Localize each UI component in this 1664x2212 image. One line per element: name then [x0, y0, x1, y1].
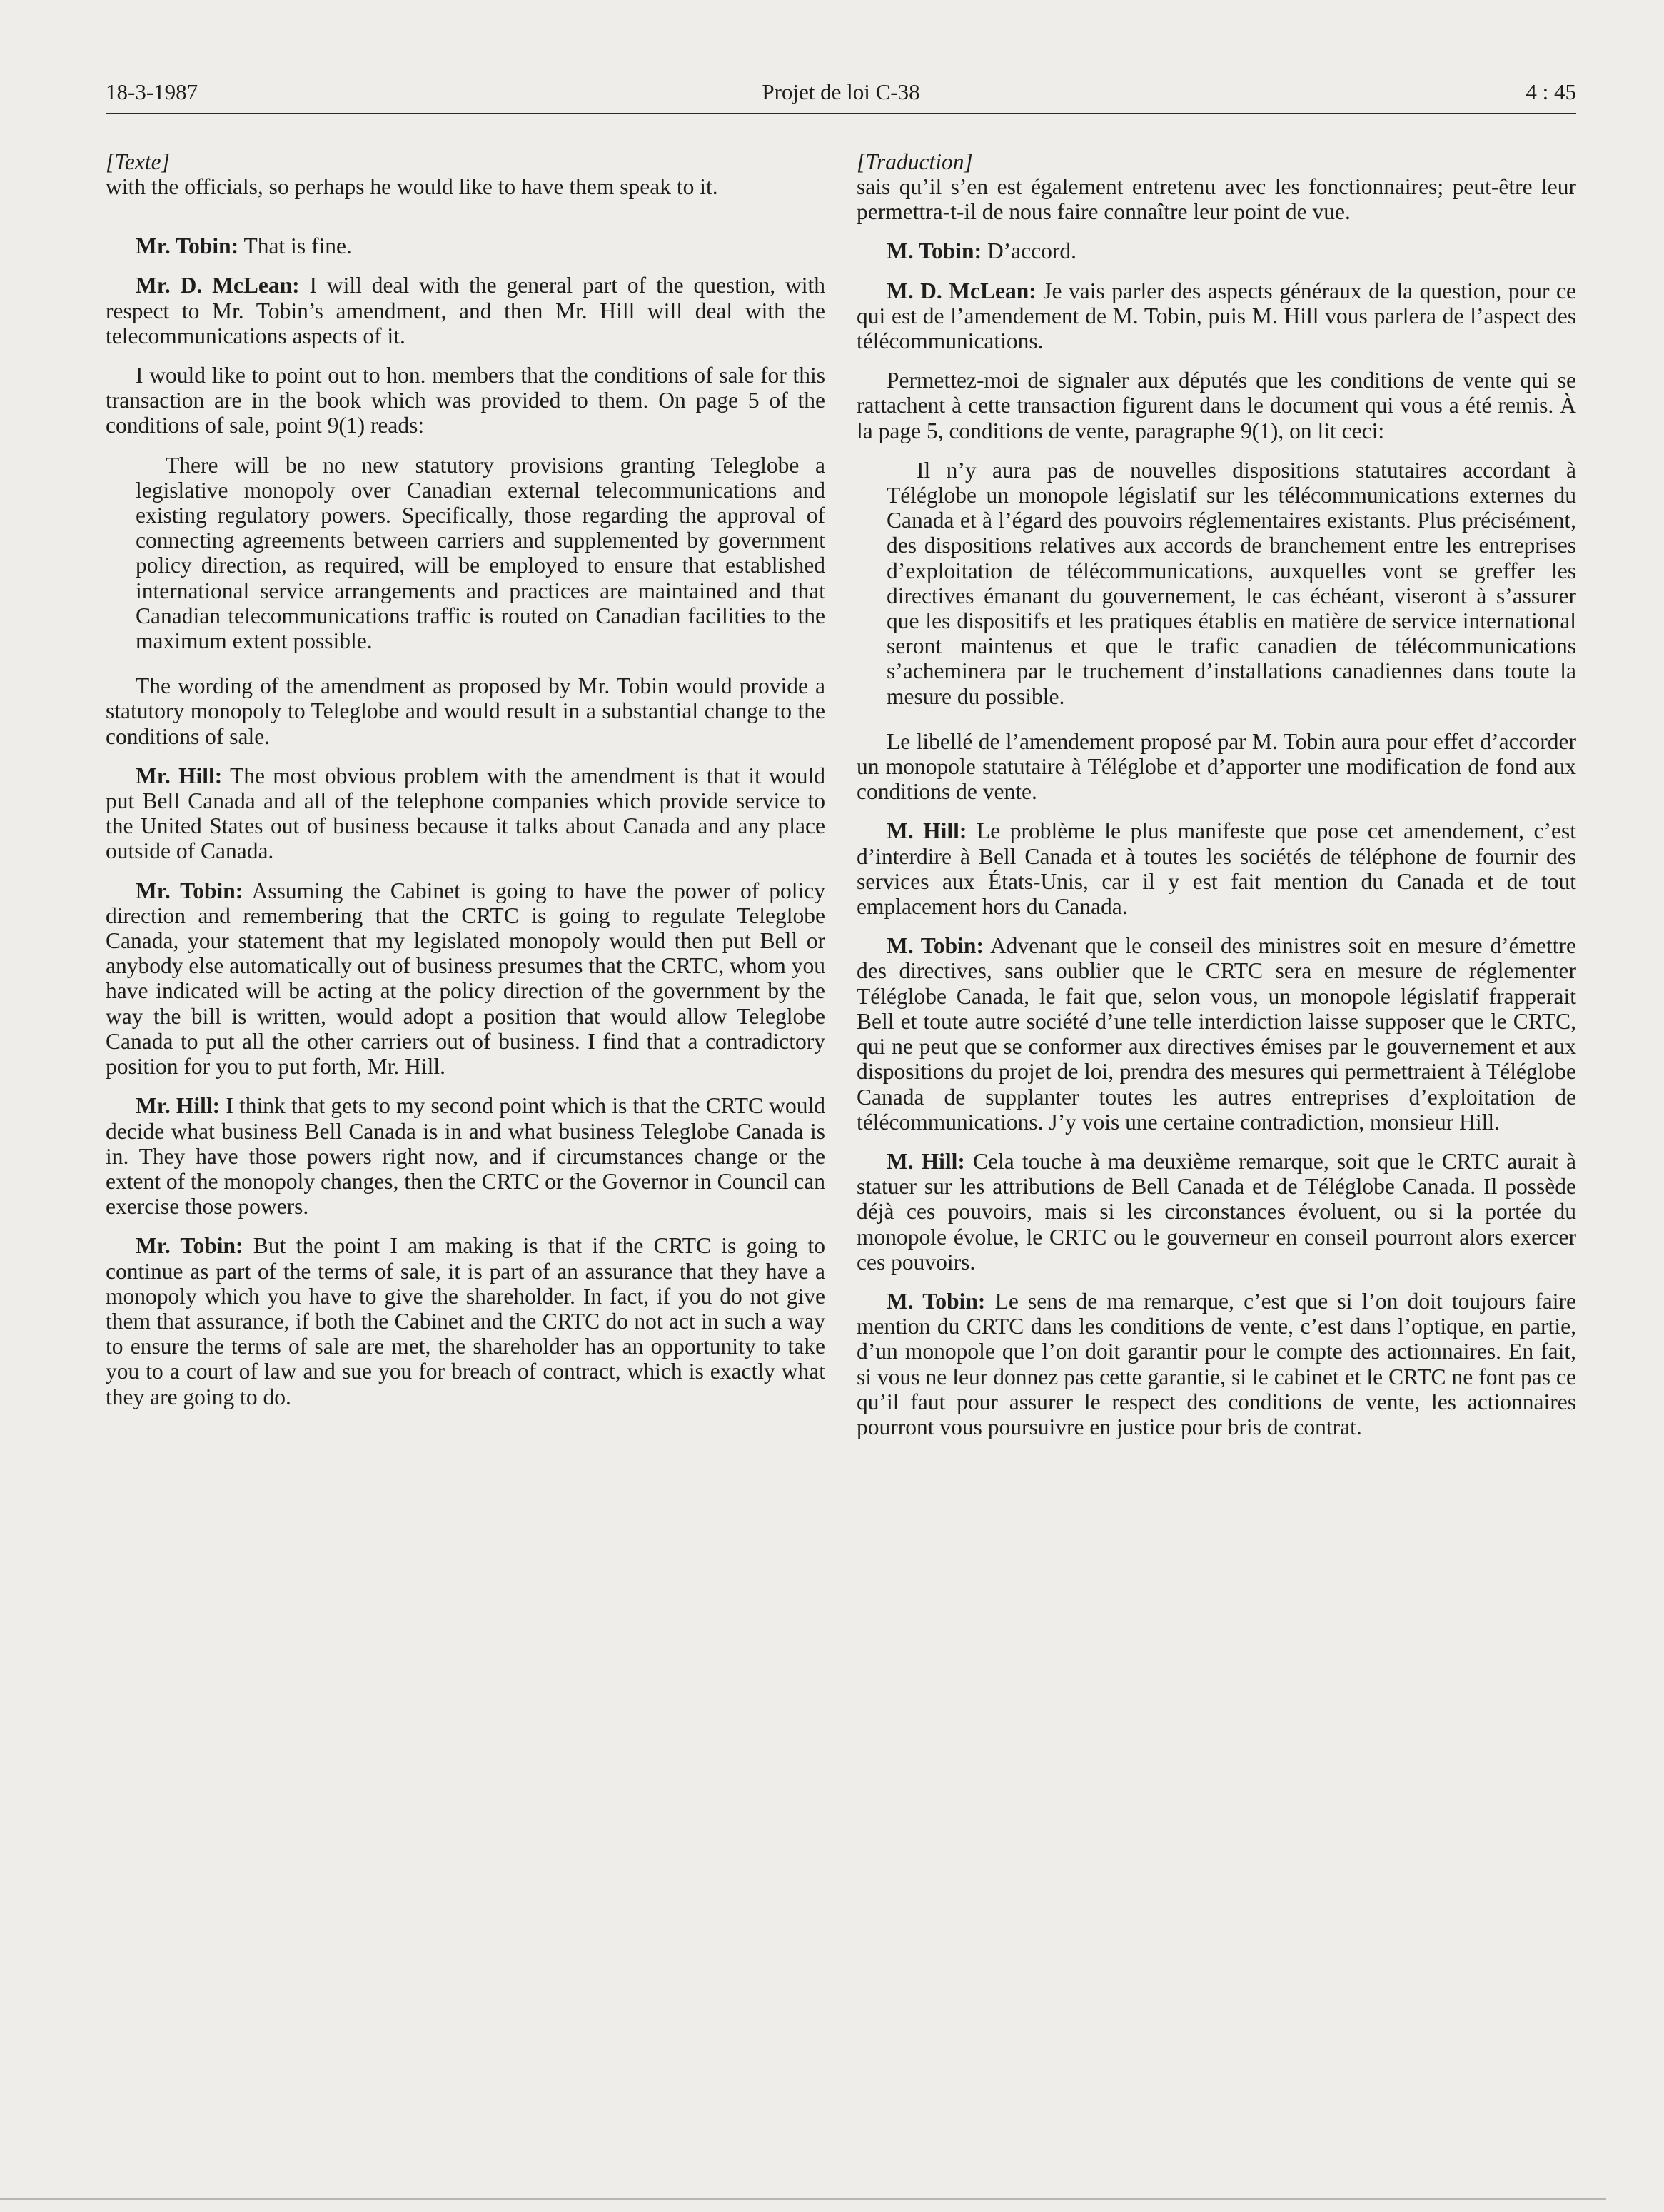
paragraph: [106, 763, 825, 864]
header-page-number: 4 : 45: [1526, 79, 1576, 104]
paragraph-text: But the point I am making is that if the CRTC is going to continue as part of the terms of sale, it is part of an assurance that they have a monopoly which you have to give the shareholder. In fact, if you do not give them that assurance, if both the Cabinet and the CRTC do not act in such a way to ensure the terms of sale are met, the shareholder has an opportunity to take you to a court of law and sue you for breach of contract, which is exactly what they are going to do.: [106, 1233, 825, 1409]
paragraph-text: The most obvious problem with the amendment is that it would put Bell Canada and all of the telephone companies which provide service to the United States out of business because it talks about Canada and any place outside of Canada.: [106, 763, 825, 864]
paragraph: [857, 1289, 1576, 1439]
paragraph: sais qu’il s’en est également entretenu avec les fonctionnaires; peut-être leur permettra-t-il de nous faire connaître leur point de vue.: [857, 174, 1576, 225]
speaker-name: M. Hill:: [887, 1148, 965, 1174]
speaker-name: M. Tobin:: [887, 933, 984, 959]
footer-rule: [0, 2198, 1606, 2200]
header-rule: [106, 113, 1576, 114]
paragraph-text: Advenant que le conseil des ministres soit en mesure d’émettre des directives, sans oublier que le CRTC sera en mesure de réglementer Téléglobe Canada, le fait que, selon vous, un monopole législatif frapperait Bell et toute autre société d’une telle interdiction laisse supposer que le CRTC, qui ne peut que se conformer aux directives émises par le gouvernement et aux dispositions du projet de loi, prendra des mesures qui permettraient à Téléglobe Canada de supplanter toutes les autres entreprises d’exploitation de télécommunications. J’y vois une certaine contradiction, monsieur Hill.: [857, 933, 1577, 1135]
paragraph: The wording of the amendment as proposed by Mr. Tobin would provide a statutory monopoly to Teleglobe and would result in a substantial change to the conditions of sale.: [106, 673, 825, 749]
paragraph: Le libellé de l’amendement proposé par M. Tobin aura pour effet d’accorder un monopole statutaire à Téléglobe et d’apporter une modification de fond aux conditions de vente.: [857, 728, 1576, 805]
french-column: [857, 150, 1576, 1454]
speaker-name: Mr. Hill:: [136, 763, 223, 788]
paragraph-text: I think that gets to my second point which is that the CRTC would decide what business Bell Canada is in and what business Teleglobe Canada is in. They have those powers right now, and if circumstances change or the extent of the monopoly changes, then the CRTC or the Governor in Council can exercise those powers.: [106, 1093, 825, 1220]
block-quote: [136, 453, 825, 654]
paragraph: [857, 238, 1576, 263]
paragraph: [857, 818, 1576, 919]
header-title: Projet de loi C-38: [762, 79, 920, 104]
quote-text: Il n’y aura pas de nouvelles dispositions statutaires accordant à Téléglobe un monopole législatif sur les télécommunications externes du Canada et à l’égard des pouvoirs réglementaires existants. Plus précisément, des dispositions relatives aux accords de branchement entre les entreprises d’exploitation de télécommunications, auxquelles vont se greffer les directives émanant du gouvernement, le cas échéant, viseront à s’assurer que les dispositifs et les pratiques établis en matière de service international seront maintenus et que le trafic canadien de télécommunications s’acheminera par le truchement d’installations canadiennes dans toute la mesure du possible.: [887, 457, 1576, 709]
paragraph: [106, 273, 825, 348]
paragraph: [106, 1093, 825, 1219]
speaker-name: M. Tobin:: [887, 238, 982, 264]
header-date: 18-3-1987: [106, 79, 198, 104]
paragraph-text: Je vais parler des aspects généraux de la question, pour ce qui est de l’amendement de M. Tobin, puis M. Hill vous parlera de l’aspect des télécommunications.: [857, 278, 1576, 354]
quote-text: There will be no new statutory provisions granting Teleglobe a legislative monopoly over Canadian external telecommunications and existing regulatory powers. Specifically, those regarding the approval of connecting agreements between carriers and supplemented by government policy direction, as required, will be employed to ensure that established international service arrangements and practices are maintained and that Canadian telecommunications traffic is routed on Canadian facilities to the maximum extent possible.: [136, 452, 825, 654]
speaker-name: Mr. Tobin:: [136, 233, 239, 259]
paragraph-text: Le sens de ma remarque, c’est que si l’on doit toujours faire mention du CRTC dans les conditions de vente, c’est dans l’optique, en partie, d’un monopole que l’on doit garantir pour le compte des actionnaires. En fait, si vous ne leur donnez pas cette garantie, si le cabinet et le CRTC ne font pas ce qu’il faut pour assurer le respect des conditions de vente, les actionnaires pourront vous poursuivre en justice pour bris de contrat.: [857, 1288, 1576, 1439]
speaker-name: M. Hill:: [887, 818, 967, 844]
paragraph: [106, 878, 825, 1080]
block-quote: [887, 458, 1576, 709]
speaker-name: M. D. McLean:: [887, 278, 1037, 303]
speaker-name: M. Tobin:: [887, 1288, 986, 1314]
paragraph: I would like to point out to hon. members that the conditions of sale for this transaction are in the book which was provided to them. On page 5 of the conditions of sale, point 9(1) reads:: [106, 363, 825, 438]
paragraph-text: Le problème le plus manifeste que pose cet amendement, c’est d’interdire à Bell Canada et à toutes les sociétés de téléphone de fournir des services aux États-Unis, car il y est fait mention du Canada et de tout emplacement hors du Canada.: [857, 818, 1576, 920]
paragraph-text: That is fine.: [238, 233, 352, 259]
paragraph: [857, 1149, 1576, 1275]
paragraph: Permettez-moi de signaler aux députés que les conditions de vente qui se rattachent à cette transaction figurent dans le document qui vous a été remis. À la page 5, conditions de vente, paragraphe 9(1), on lit ceci:: [857, 368, 1576, 443]
speaker-name: Mr. Tobin:: [136, 1233, 243, 1259]
paragraph-text: I will deal with the general part of the question, with respect to Mr. Tobin’s amendment, and then Mr. Hill will deal with the telecommunications aspects of it.: [106, 273, 825, 348]
paragraph-text: Assuming the Cabinet is going to have the power of policy direction and remembering that the CRTC is going to regulate Teleglobe Canada, your statement that my legislated monopoly would then put Bell or anybody else automatically out of business presumes that the CRTC, whom you have indicated will be acting at the policy direction of the government by the way the bill is written, would adopt a position that would allow Teleglobe Canada to put all the other carriers out of business. I find that a contradictory position for you to put forth, Mr. Hill.: [106, 878, 825, 1080]
paragraph: [857, 933, 1576, 1135]
speaker-name: Mr. Hill:: [136, 1093, 221, 1119]
paragraph: [106, 1233, 825, 1409]
paragraph: [106, 233, 825, 258]
paragraph-text: Cela touche à ma deuxième remarque, soit que le CRTC aurait à statuer sur les attributions de Bell Canada et de Téléglobe Canada. Il possède déjà ces pouvoirs, mais si les circonstances évoluent, ou si la portée du monopole évolue, le CRTC ou le gouverneur en conseil pourront alors exercer ces pouvoirs.: [857, 1148, 1576, 1275]
speaker-name: Mr. D. McLean:: [136, 273, 300, 298]
column-label: [Texte]: [106, 149, 170, 174]
english-column: [106, 150, 825, 1424]
paragraph: [857, 278, 1576, 354]
paragraph-text: D’accord.: [982, 238, 1076, 264]
speaker-name: Mr. Tobin:: [136, 878, 243, 903]
column-label: [Traduction]: [857, 149, 973, 174]
paragraph: with the officials, so perhaps he would like to have them speak to it.: [106, 174, 718, 199]
